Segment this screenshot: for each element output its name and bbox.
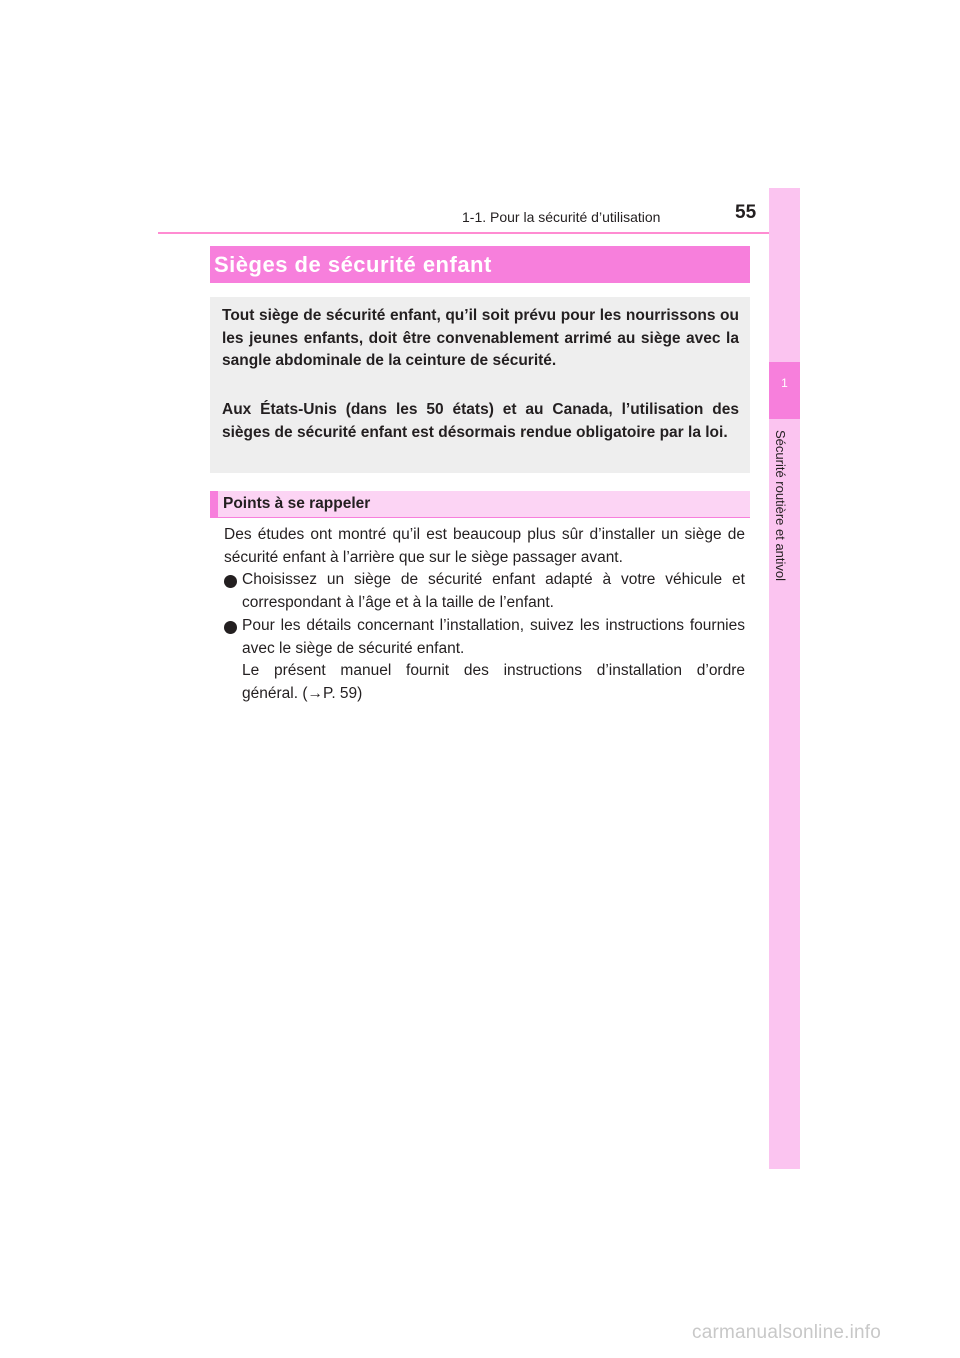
page-reference[interactable]: général. (→P. 59): [242, 685, 363, 702]
intro-paragraph: Aux États-Unis (dans les 50 états) et au Canada, l’utilisation des sièges de sécurité enfant est désormais rendue obligatoire par la loi.: [222, 401, 739, 441]
header-divider: [158, 232, 800, 234]
header-section-title: 1-1. Pour la sécurité d’utilisation: [462, 209, 661, 225]
chapter-number-box: [769, 362, 800, 419]
chapter-side-tab: [769, 188, 800, 1169]
chapter-number: 1: [781, 376, 788, 390]
section-title: Sièges de sécurité enfant: [214, 252, 492, 277]
bullet-icon: [224, 575, 237, 588]
points-header-accent: [210, 491, 218, 517]
bullet-subtext: Le présent manuel fournit des instructions d’installation d’ordre: [242, 662, 745, 679]
body-paragraph: Des études ont montré qu’il est beaucoup plus sûr d’installer un siège de sécurité enfant à l’arrière que sur le siège passager avant.: [224, 526, 745, 566]
bullet-item: Choisissez un siège de sécurité enfant adapté à votre véhicule et correspondant à l’âge et à la taille de l’enfant.: [242, 571, 745, 611]
chapter-title: Sécurité routière et antivol: [773, 430, 788, 582]
bullet-icon: [224, 621, 237, 634]
page-number: 55: [735, 202, 757, 223]
points-title: Points à se rappeler: [223, 495, 371, 512]
intro-paragraph: Tout siège de sécurité enfant, qu’il soit prévu pour les nourrissons ou les jeunes enfants, doit être convenablement arrimé au siège avec la sangle abdominale de la ceinture de sécurité.: [222, 307, 739, 370]
watermark: carmanualsonline.info: [692, 1322, 882, 1343]
points-header-rule: [210, 517, 750, 518]
bullet-item: Pour les détails concernant l’installation, suivez les instructions fournies avec le siège de sécurité enfant.: [242, 617, 745, 657]
